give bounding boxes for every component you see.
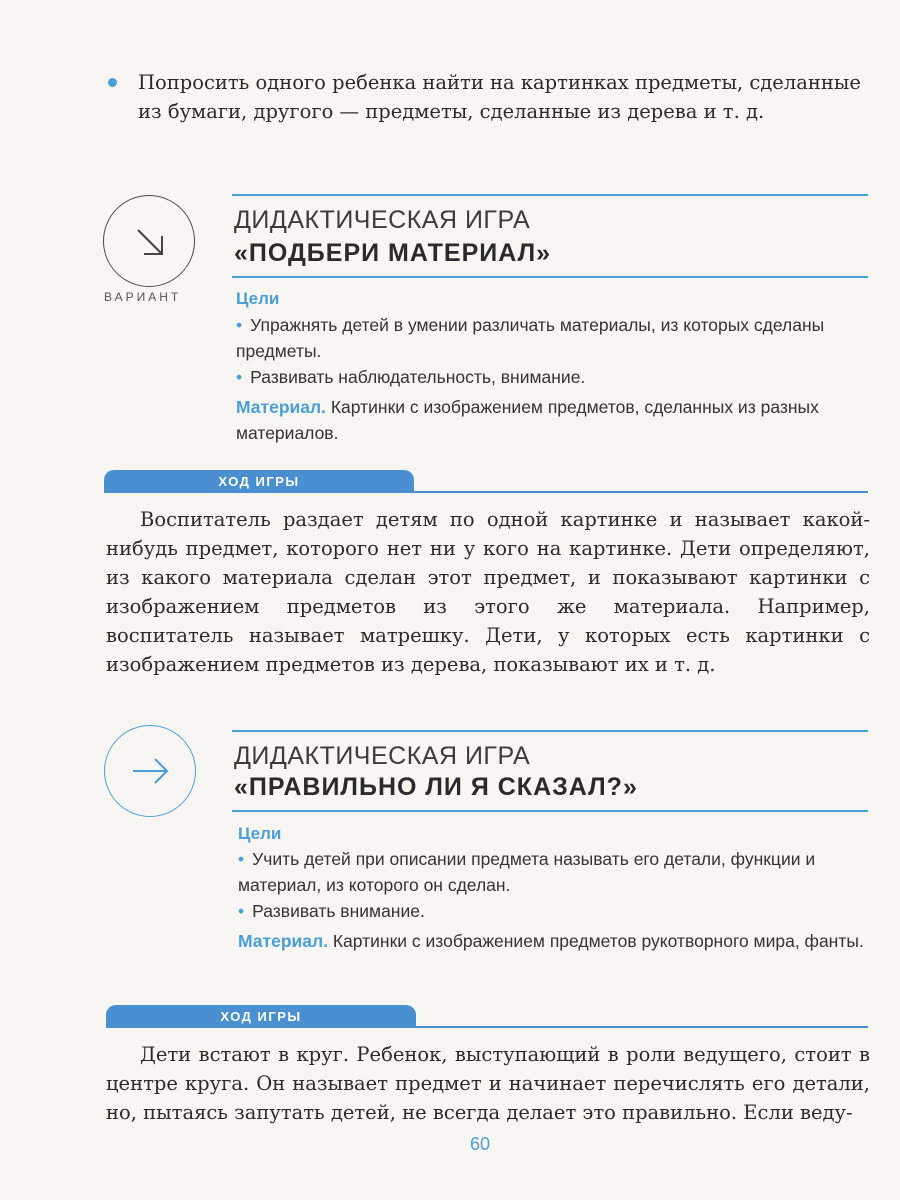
game-progress-tab: ХОД ИГРЫ — [106, 1005, 416, 1027]
goal-text: Учить детей при описании предмета называть его детали, функции и материал, из которого он сделан. — [238, 849, 816, 895]
goal-text: Развивать внимание. — [252, 901, 425, 921]
variant-label: ВАРИАНТ — [104, 290, 182, 304]
goals-heading: Цели — [238, 824, 282, 843]
game-circle — [104, 725, 196, 817]
goal-item — [236, 364, 870, 390]
material-label: Материал. — [238, 931, 328, 951]
game-progress-tab: ХОД ИГРЫ — [104, 470, 414, 492]
game-kind: ДИДАКТИЧЕСКАЯ ИГРА — [234, 206, 531, 234]
game-kind: ДИДАКТИЧЕСКАЯ ИГРА — [234, 742, 531, 770]
page-number: 60 — [469, 1134, 491, 1154]
game-title: «ПОДБЕРИ МАТЕРИАЛ» — [234, 239, 552, 267]
intro-bullet-text: Попросить одного ребенка найти на картинках предметы, сделанные из бумаги, другого — предметы, сделанные из дерева и т. д. — [138, 71, 861, 123]
goals-heading: Цели — [236, 289, 280, 308]
goal-item — [238, 846, 870, 898]
material-line — [238, 928, 870, 954]
goal-bullet: • — [238, 901, 245, 921]
title-rule-top — [232, 194, 868, 196]
game-description: Воспитатель раздает детям по одной картинке и называет какой-нибудь предмет, которого нет ни у кого на картинке. Дети определяют, из какого материала сделан этот предмет, и показывают картинки с изображением предметов из этого же материала. Например, воспитатель называет матрешку. Дети, у которых есть картинки с изображением предметов из дерева, показывают их и т. д. — [106, 508, 870, 676]
variant-circle — [103, 195, 195, 287]
section-rule — [104, 491, 868, 493]
game-title: «ПРАВИЛЬНО ЛИ Я СКАЗАЛ?» — [234, 773, 638, 801]
material-label: Материал. — [236, 397, 326, 417]
title-rule-top — [232, 730, 868, 732]
arrow-down-right-icon — [104, 196, 194, 286]
title-rule-bottom — [232, 276, 868, 278]
goal-item — [238, 898, 870, 924]
bullet-dot — [108, 78, 117, 87]
material-text: Картинки с изображением предметов, сделанных из разных материалов. — [236, 397, 819, 443]
goal-bullet: • — [238, 849, 245, 869]
goal-text: Развивать наблюдательность, внимание. — [250, 367, 586, 387]
goal-bullet: • — [236, 367, 243, 387]
goal-text: Упражнять детей в умении различать материалы, из которых сделаны предметы. — [236, 315, 825, 361]
material-line — [236, 394, 870, 446]
title-rule-bottom — [232, 810, 868, 812]
intro-bullet — [108, 68, 868, 126]
material-text: Картинки с изображением предметов рукотворного мира, фанты. — [328, 931, 864, 951]
section-rule — [106, 1026, 868, 1028]
game-description: Дети встают в круг. Ребенок, выступающий в роли ведущего, стоит в центре круга. Он называет предмет и начинает перечислять его детали, но, пытаясь запутать детей, не всегда делает это правильно. Если веду- — [106, 1043, 870, 1124]
arrow-right-icon — [105, 726, 195, 816]
goal-item — [236, 312, 870, 364]
goal-bullet: • — [236, 315, 243, 335]
